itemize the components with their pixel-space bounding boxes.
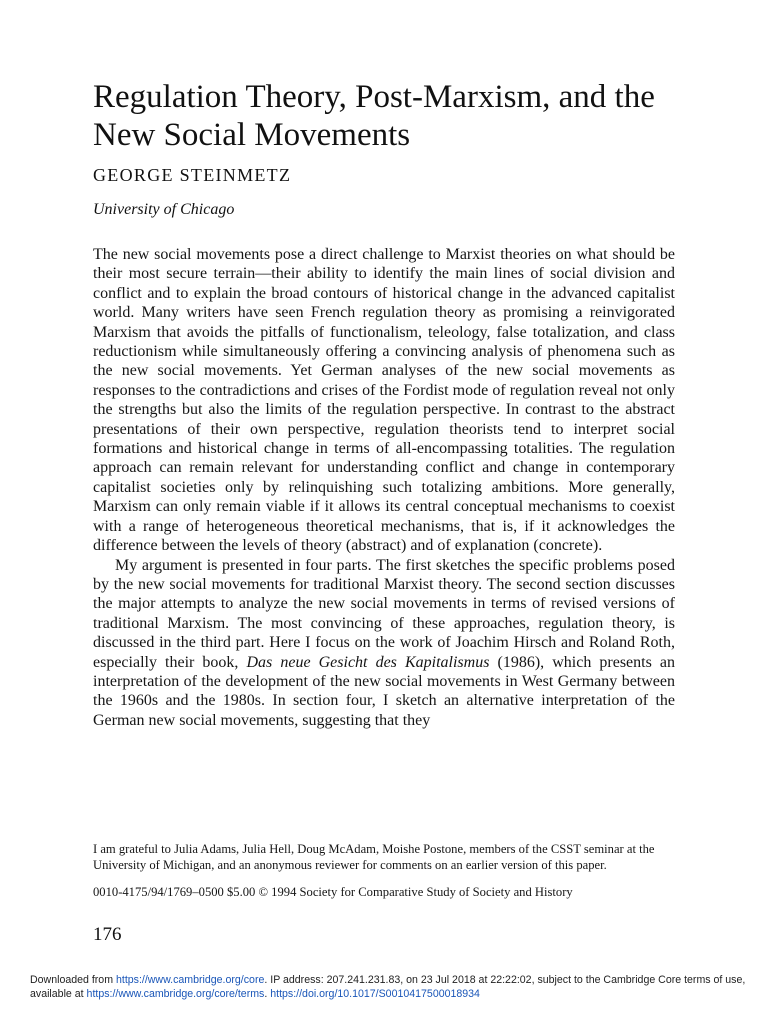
download-notice — [30, 974, 750, 1001]
download-prefix: Downloaded from — [30, 974, 116, 986]
body-paragraph-2 — [93, 556, 675, 731]
footnotes — [93, 842, 675, 901]
book-title: Das neue Gesicht des Kapitalismus — [246, 653, 490, 671]
paragraph-2-text-b: (1986), which presents an interpretation of the development of the new social movements in West Germany between the 1960s and the 1980s. In section four, I sketch an alternative interpretation of the German new social movements, suggesting that they — [93, 653, 675, 729]
doi-link[interactable]: https://doi.org/10.1017/S0010417500018934 — [270, 987, 480, 1000]
download-middle-text: . IP address: 207.241.231.83, on 23 Jul 2018 at 22:22:02, subject to the Cambridge Core terms of use, available at — [30, 974, 746, 1000]
article-title: Regulation Theory, Post-Marxism, and the New Social Movements — [93, 79, 655, 153]
author-name: GEORGE STEINMETZ — [93, 165, 292, 185]
body-paragraph-1: The new social movements pose a direct challenge to Marxist theories on what should be their most secure terrain—their ability to identify the main lines of social division and conflict and to explain the broad contours of historical change in the advanced capitalist world. Many writers have seen French regulation theory as promising a reinvigorated Marxism that avoids the pitfalls of functionalism, teleology, false totalization, and class reductionism while simultaneously offering a convincing analysis of phenomena such as the new social movements. Yet German analyses of the new social movements as responses to the contradictions and crises of the Fordist mode of regulation reveal not only the strengths but also the limits of the regulation perspective. In contrast to the abstract presentations of their own perspective, regulation theorists tend to interpret social formations and historical change in terms of all-encompassing totalities. The regulation approach can remain relevant for understanding conflict and change in contemporary capitalist societies only by relinquishing such totalizing ambitions. More generally, Marxism can only remain viable if it allows its central conceptual mechanisms to coexist with a range of heterogeneous theoretical mechanisms, that is, if it acknowledges the difference between the levels of theory (abstract) and of explanation (concrete). — [93, 246, 675, 555]
paragraph-2-text-a: My argument is presented in four parts. The first sketches the specific problems posed by the new social movements for traditional Marxist theory. The second section discusses the major attempts to analyze the new social movements in terms of revised versions of traditional Marxism. The most convincing of these approaches, regulation theory, is discussed in the third part. Here I focus on the work of Joachim Hirsch and Roland Roth, especially their book, — [93, 556, 675, 671]
acknowledgment-note: I am grateful to Julia Adams, Julia Hell, Doug McAdam, Moishe Postone, members of the CSST seminar at the University of Michigan, and an anonymous reviewer for comments on an earlier version of this paper. — [93, 842, 655, 872]
page-number: 176 — [93, 924, 122, 945]
cambridge-core-link[interactable]: https://www.cambridge.org/core — [115, 974, 265, 986]
download-separator: . — [264, 987, 271, 1000]
article-body — [93, 245, 675, 730]
core-terms-link[interactable]: https://www.cambridge.org/core/terms — [86, 987, 265, 1000]
copyright-line: 0010-4175/94/1769–0500 $5.00 © 1994 Society for Comparative Study of Society and History — [93, 885, 573, 900]
author-affiliation: University of Chicago — [93, 201, 235, 218]
